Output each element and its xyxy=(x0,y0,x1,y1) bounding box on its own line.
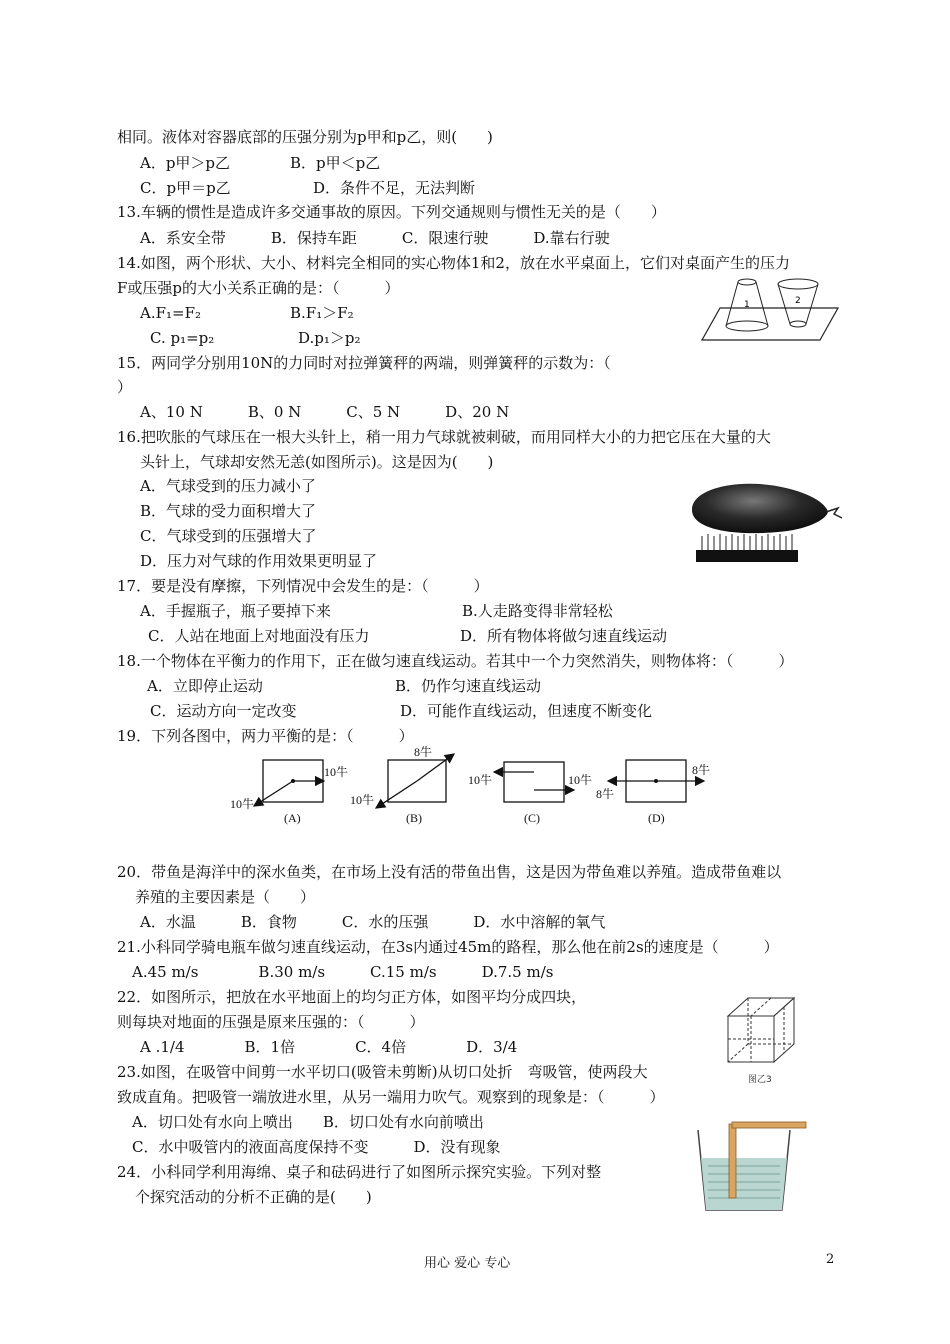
q14-figure-two-objects xyxy=(700,272,840,344)
q19-a-right-force-label: 10牛 xyxy=(324,765,349,779)
q23-options-cd: C．水中吸管内的液面高度保持不变 D．没有现象 xyxy=(132,1138,501,1156)
q18-stem: 18.一个物体在平衡力的作用下，正在做匀速直线运动。若其中一个力突然消失，则物体将：（ ） xyxy=(117,652,794,670)
q23-options-ab: A．切口处有水向上喷出 B．切口处有水向前喷出 xyxy=(132,1113,484,1131)
q14-option-d: D.p₁＞p₂ xyxy=(298,329,361,347)
vertical-straw xyxy=(729,1124,736,1198)
q19-caption-b: (B) xyxy=(406,811,422,825)
q13-stem: 13.车辆的惯性是造成许多交通事故的原因。下列交通规则与惯性无关的是（ ） xyxy=(117,203,666,221)
q15-options: A、10 N B、0 N C、5 N D、20 N xyxy=(140,403,510,421)
q22-figure-cube xyxy=(722,994,804,1086)
q21-stem: 21.小科同学骑电瓶车做匀速直线运动，在3s内通过45m的路程，那么他在前2s的速度是（ ） xyxy=(117,938,779,956)
q16-option-c: C．气球受到的压强增大了 xyxy=(140,527,317,545)
q20-options: A．水温 B．食物 C．水的压强 D．水中溶解的氧气 xyxy=(140,913,606,931)
q18-option-a: A．立即停止运动 xyxy=(147,677,263,695)
q17-option-c: C．人站在地面上对地面没有压力 xyxy=(148,627,370,645)
q19-a-left-force-label: 10牛 xyxy=(230,797,255,811)
q23-stem-line2: 致成直角。把吸管一端放进水里，从另一端用力吹气。观察到的现象是：（ ） xyxy=(117,1088,665,1106)
q14-stem-line2: F或压强p的大小关系正确的是：（ ） xyxy=(117,279,400,297)
q19-d-right-force-label: 8牛 xyxy=(692,763,711,777)
q16-option-d: D．压力对气球的作用效果更明显了 xyxy=(140,552,378,570)
q14-label-1: 1 xyxy=(744,300,750,310)
q19-diagram-d xyxy=(596,760,710,825)
q14-option-c: C. p₁=p₂ xyxy=(150,329,215,347)
q12-option-b: B．p甲＜p乙 xyxy=(290,154,381,172)
q19-diagram-c xyxy=(468,762,592,825)
q19-caption-c: (C) xyxy=(524,811,540,825)
q12-stem-tail: 相同。液体对容器底部的压强分别为p甲和p乙，则( ) xyxy=(117,128,493,146)
q19-stem: 19．下列各图中，两力平衡的是：（ ） xyxy=(117,727,414,745)
q19-c-left-force-label: 10牛 xyxy=(468,773,493,787)
q15-stem-line2: ） xyxy=(117,378,133,396)
q19-caption-a: (A) xyxy=(284,811,301,825)
q19-b-lower-force-label: 10牛 xyxy=(350,793,375,807)
q23-stem-line1: 23.如图，在吸管中间剪一水平切口(吸管未剪断)从切口处折 弯吸管，使两段大 xyxy=(117,1063,648,1081)
q22-stem-line1: 22．如图所示，把放在水平地面上的均匀正方体，如图平均分成四块， xyxy=(117,988,587,1006)
q19-diagram-a xyxy=(230,760,348,825)
q18-option-d: D．可能作直线运动，但速度不断变化 xyxy=(400,702,653,720)
q14-label-2: 2 xyxy=(795,296,801,306)
q17-option-d: D．所有物体将做匀速直线运动 xyxy=(460,627,668,645)
q18-option-b: B．仍作匀速直线运动 xyxy=(395,677,542,695)
q16-option-a: A．气球受到的压力减小了 xyxy=(140,477,316,495)
q18-option-c: C．运动方向一定改变 xyxy=(150,702,297,720)
q16-stem-line2: 头针上，气球却安然无恙(如图所示)。这是因为( ) xyxy=(140,453,494,471)
q15-stem-line1: 15．两同学分别用10N的力同时对拉弹簧秤的两端，则弹簧秤的示数为：（ xyxy=(117,354,611,372)
q20-stem-line2: 养殖的主要因素是（ ） xyxy=(135,888,316,906)
q12-option-c: C．p甲＝p乙 xyxy=(140,179,231,197)
q22-figure-caption: 图乙3 xyxy=(748,1075,772,1085)
q12-option-a: A．p甲＞p乙 xyxy=(140,154,231,172)
q14-option-b: B.F₁＞F₂ xyxy=(290,304,354,322)
balloon-tail xyxy=(826,508,842,518)
q16-option-b: B．气球的受力面积增大了 xyxy=(140,502,317,520)
q24-stem-line2: 个探究活动的分析不正确的是( ) xyxy=(135,1188,372,1206)
q22-options: A .1/4 B．1倍 C．4倍 D．3/4 xyxy=(140,1038,518,1056)
q14-option-a: A.F₁=F₂ xyxy=(140,304,202,322)
page-number: 2 xyxy=(826,1252,835,1267)
q19-c-right-force-label: 10牛 xyxy=(568,773,593,787)
q14-stem-line1: 14.如图，两个形状、大小、材料完全相同的实心物体1和2，放在水平桌面上，它们对桌面产生的压力 xyxy=(117,254,790,272)
pin-array xyxy=(702,534,792,550)
q22-stem-line2: 则每块对地面的压强是原来压强的：（ ） xyxy=(117,1013,425,1031)
q24-stem-line1: 24．小科同学利用海绵、桌子和砝码进行了如图所示探究实验。下列对整 xyxy=(117,1163,602,1181)
q21-options: A.45 m/s B.30 m/s C.15 m/s D.7.5 m/s xyxy=(132,963,554,981)
pin-board xyxy=(696,550,798,562)
q13-options: A．系安全带 B．保持车距 C．限速行驶 D.靠右行驶 xyxy=(140,229,610,247)
balloon xyxy=(692,484,828,533)
q16-stem-line1: 16.把吹胀的气球压在一根大头针上，稍一用力气球就被刺破，而用同样大小的力把它压在大量的大 xyxy=(117,428,771,446)
q17-stem: 17．要是没有摩擦，下列情况中会发生的是：（ ） xyxy=(117,577,489,595)
q19-d-left-force-label: 8牛 xyxy=(596,787,615,801)
q19-diagram-b xyxy=(350,746,454,825)
q17-option-a: A．手握瓶子，瓶子要掉下来 xyxy=(140,602,331,620)
q16-figure-balloon-on-pins xyxy=(686,470,846,570)
horizontal-straw xyxy=(732,1122,806,1128)
q19-figure-force-diagrams xyxy=(228,746,718,830)
q19-b-upper-force-label: 8牛 xyxy=(414,746,433,759)
q17-option-b: B.人走路变得非常轻松 xyxy=(462,602,613,620)
q14-table-surface xyxy=(702,308,838,340)
q23-figure-straw-in-water xyxy=(686,1112,810,1216)
q12-option-d: D．条件不足，无法判断 xyxy=(313,179,476,197)
q20-stem-line1: 20．带鱼是海洋中的深水鱼类，在市场上没有活的带鱼出售，这是因为带鱼难以养殖。造成带鱼难以 xyxy=(117,863,782,881)
page-footer-motto: 用心 爱心 专心 xyxy=(424,1256,511,1271)
q19-caption-d: (D) xyxy=(648,811,665,825)
